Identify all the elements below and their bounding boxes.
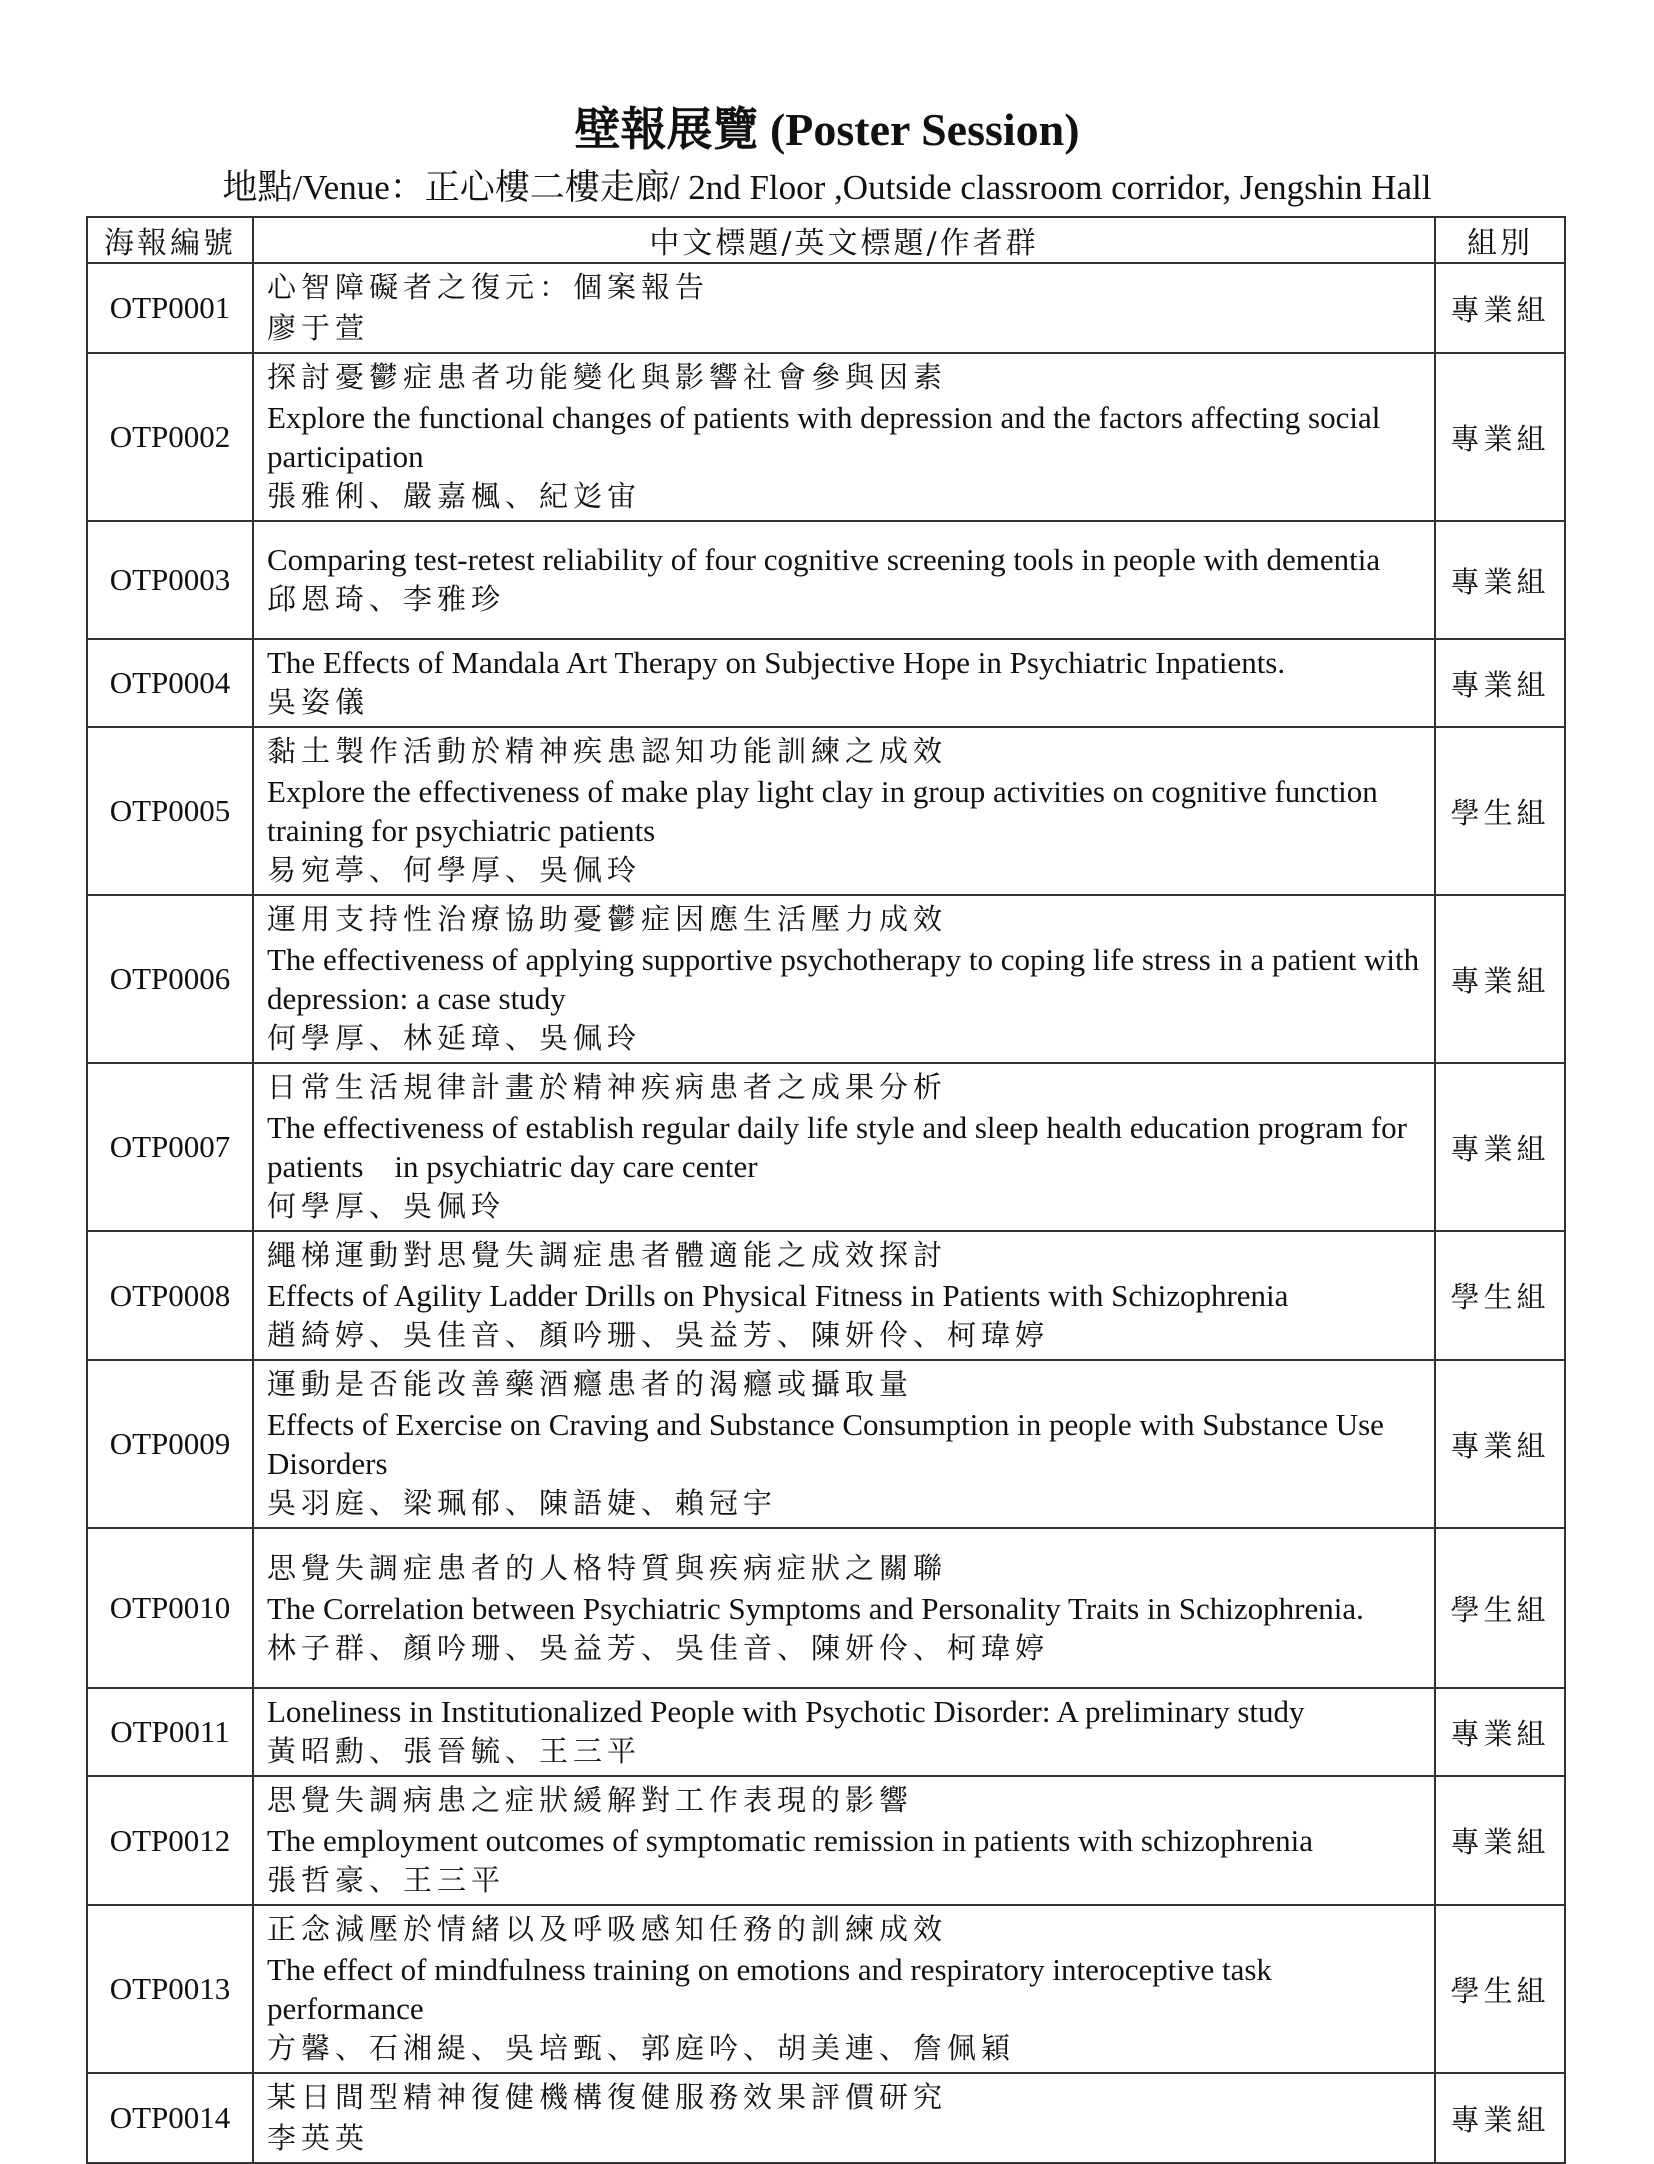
group-cell: 專業組 (1435, 2073, 1565, 2163)
table-body (87, 263, 1565, 2163)
title-authors-cell (253, 263, 1435, 353)
poster-id-cell: OTP0014 (87, 2073, 253, 2163)
authors: 邱恩琦、李雅珍 (267, 582, 506, 616)
english-title: Effects of Exercise on Craving and Substance Consumption in people with Substance Use Disorders (267, 1407, 1384, 1481)
group-cell: 專業組 (1435, 353, 1565, 521)
poster-id-cell: OTP0010 (87, 1528, 253, 1688)
table-row (87, 1360, 1565, 1528)
authors: 方馨、石湘緹、吳培甄、郭庭吟、胡美連、詹佩穎 (267, 2031, 1016, 2065)
authors: 廖于萱 (267, 311, 370, 345)
page-title: 壁報展覽 (Poster Session) (574, 104, 1080, 155)
poster-id-cell: OTP0011 (87, 1688, 253, 1776)
title-authors-cell (253, 2073, 1435, 2163)
table-row (87, 521, 1565, 639)
chinese-title: 運用支持性治療協助憂鬱症因應生活壓力成效 (267, 902, 948, 936)
group-cell: 專業組 (1435, 895, 1565, 1063)
group-cell: 學生組 (1435, 727, 1565, 895)
table-row (87, 895, 1565, 1063)
authors: 吳姿儀 (267, 685, 370, 719)
english-title: Effects of Agility Ladder Drills on Physical Fitness in Patients with Schizophrenia (267, 1278, 1289, 1313)
authors: 吳羽庭、梁珮郁、陳語婕、賴冠宇 (267, 1486, 778, 1520)
chinese-title: 心智障礙者之復元：個案報告 (267, 270, 710, 304)
poster-id-cell: OTP0012 (87, 1776, 253, 1905)
authors: 李英英 (267, 2121, 370, 2155)
group-cell: 專業組 (1435, 1776, 1565, 1905)
poster-table (86, 216, 1566, 2164)
authors: 林子群、顏吟珊、吳益芳、吳佳音、陳妍伶、柯瑋婷 (267, 1630, 1050, 1665)
poster-id-cell: OTP0007 (87, 1063, 253, 1231)
poster-id-cell: OTP0003 (87, 521, 253, 639)
poster-id-cell: OTP0008 (87, 1231, 253, 1360)
title-authors-cell (253, 727, 1435, 895)
chinese-title: 思覺失調症患者的人格特質與疾病症狀之關聯 (267, 1550, 948, 1585)
chinese-title: 某日間型精神復健機構復健服務效果評價研究 (267, 2080, 948, 2114)
authors: 張哲豪、王三平 (267, 1863, 506, 1897)
group-cell: 學生組 (1435, 1231, 1565, 1360)
chinese-title: 探討憂鬱症患者功能變化與影響社會參與因素 (267, 360, 948, 394)
table-row (87, 1905, 1565, 2073)
group-cell: 專業組 (1435, 1688, 1565, 1776)
chinese-title: 正念減壓於情緒以及呼吸感知任務的訓練成效 (267, 1912, 948, 1946)
authors: 何學厚、吳佩玲 (267, 1189, 506, 1223)
table-header-row (87, 217, 1565, 263)
group-cell: 專業組 (1435, 263, 1565, 353)
english-title: The Effects of Mandala Art Therapy on Subjective Hope in Psychiatric Inpatients. (267, 645, 1286, 680)
title-authors-cell (253, 1905, 1435, 2073)
title-authors-cell (253, 521, 1435, 639)
group-cell: 專業組 (1435, 521, 1565, 639)
table-row (87, 2073, 1565, 2163)
title-authors-cell (253, 639, 1435, 727)
title-authors-cell (253, 1231, 1435, 1360)
column-header-poster-id: 海報編號 (87, 217, 253, 263)
title-authors-cell (253, 895, 1435, 1063)
title-authors-cell (253, 1063, 1435, 1231)
english-title: The effectiveness of applying supportive psychotherapy to coping life stress in a patient with depression: a case study (267, 942, 1420, 1016)
table-row (87, 1231, 1565, 1360)
group-cell: 專業組 (1435, 639, 1565, 727)
table-row (87, 1776, 1565, 1905)
english-title: The Correlation between Psychiatric Symptoms and Personality Traits in Schizophrenia. (267, 1590, 1364, 1626)
english-title: The employment outcomes of symptomatic remission in patients with schizophrenia (267, 1823, 1314, 1858)
chinese-title: 思覺失調病患之症狀緩解對工作表現的影響 (267, 1783, 914, 1817)
english-title: Explore the effectiveness of make play light clay in group activities on cognitive function training for psychiatric patients (267, 774, 1378, 848)
group-cell: 學生組 (1435, 1528, 1565, 1688)
authors: 黃昭勳、張晉毓、王三平 (267, 1734, 642, 1768)
table-row (87, 1688, 1565, 1776)
english-title: The effect of mindfulness training on emotions and respiratory interoceptive task performance (267, 1952, 1272, 2026)
table-row (87, 727, 1565, 895)
poster-id-cell: OTP0013 (87, 1905, 253, 2073)
table-row (87, 263, 1565, 353)
chinese-title: 繩梯運動對思覺失調症患者體適能之成效探討 (267, 1238, 948, 1272)
english-title: Explore the functional changes of patients with depression and the factors affecting social participation (267, 400, 1381, 474)
table-row (87, 353, 1565, 521)
poster-id-cell: OTP0004 (87, 639, 253, 727)
english-title: Loneliness in Institutionalized People with Psychotic Disorder: A preliminary study (267, 1694, 1305, 1729)
title-authors-cell (253, 353, 1435, 521)
group-cell: 專業組 (1435, 1360, 1565, 1528)
column-header-titles-authors: 中文標題/英文標題/作者群 (253, 217, 1435, 263)
group-cell: 學生組 (1435, 1905, 1565, 2073)
chinese-title: 日常生活規律計畫於精神疾病患者之成果分析 (267, 1070, 948, 1104)
venue-line: 地點/Venue：正心樓二樓走廊/ 2nd Floor ,Outside classroom corridor, Jengshin Hall (222, 168, 1432, 207)
authors: 易宛葶、何學厚、吳佩玲 (267, 853, 642, 887)
poster-id-cell: OTP0005 (87, 727, 253, 895)
authors: 何學厚、林延璋、吳佩玲 (267, 1021, 642, 1055)
poster-id-cell: OTP0002 (87, 353, 253, 521)
authors: 張雅俐、嚴嘉楓、紀彣宙 (267, 479, 642, 513)
poster-id-cell: OTP0009 (87, 1360, 253, 1528)
column-header-group: 組別 (1435, 217, 1565, 263)
group-cell: 專業組 (1435, 1063, 1565, 1231)
chinese-title: 黏土製作活動於精神疾患認知功能訓練之成效 (267, 734, 948, 768)
title-authors-cell (253, 1360, 1435, 1528)
chinese-title: 運動是否能改善藥酒癮患者的渴癮或攝取量 (267, 1367, 914, 1401)
english-title: Comparing test-retest reliability of four cognitive screening tools in people with dementia (267, 542, 1381, 577)
title-authors-cell (253, 1688, 1435, 1776)
title-authors-cell (253, 1776, 1435, 1905)
table-row (87, 639, 1565, 727)
authors: 趙綺婷、吳佳音、顏吟珊、吳益芳、陳妍伶、柯瑋婷 (267, 1318, 1050, 1352)
english-title: The effectiveness of establish regular daily life style and sleep health education program for patients in psychiatric day care center (267, 1110, 1407, 1184)
table-row (87, 1528, 1565, 1688)
title-authors-cell (253, 1528, 1435, 1688)
poster-id-cell: OTP0006 (87, 895, 253, 1063)
poster-id-cell: OTP0001 (87, 263, 253, 353)
table-row (87, 1063, 1565, 1231)
